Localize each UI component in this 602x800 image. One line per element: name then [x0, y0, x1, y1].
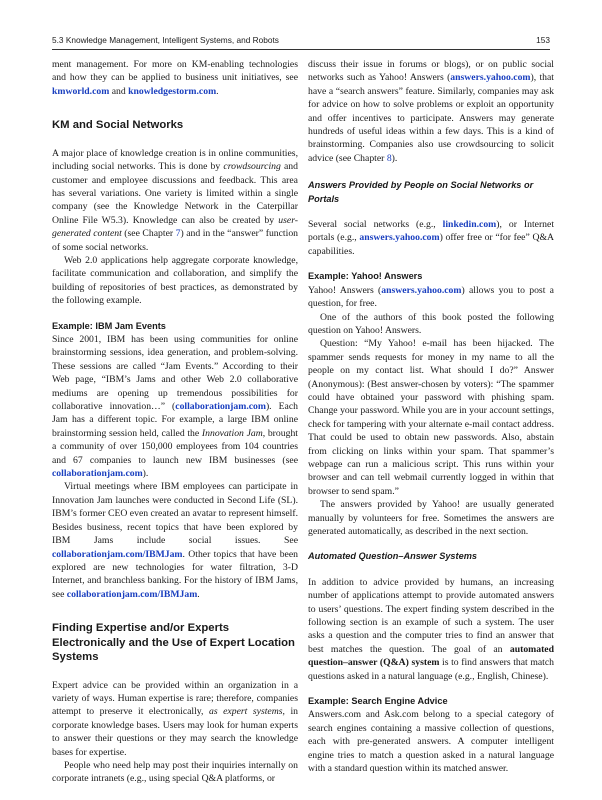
link-knowledgestorm[interactable]: knowledgestorm.com	[128, 85, 217, 97]
paragraph-automated-qa: In addition to advice provided by humans, an increasing number of applications attempt to provide automated answers to users’ questions. The expert finding system described in the following section is an example of such a system. The user asks a question and the computer tries to find an answer that best matches the question. The goal of an automated question–answer (Q&A) system is to find answers that match questions asked in a natural language (e.g., English, Chinese).	[308, 576, 554, 682]
paragraph-search-engine: Answers.com and Ask.com belong to a special category of search engines containing a massive collection of questions, each with pre-generated answers. A computer intelligent engine tries to match a question asked in a natural language with a standard question within its matched answer.	[308, 709, 554, 775]
link-collaborationjam-2[interactable]: collaborationjam.com	[52, 468, 143, 480]
heading-answers-social-networks: Answers Provided by People on Social Networks or Portals	[308, 180, 534, 204]
paragraph-ibm-2: Virtual meetings where IBM employees can participate in Innovation Jam launches were conducted in Second Life (SL). IBM’s former CEO even created an avatar to represent himself. Besides business, recent topics that have been explored by IBM Jams include social issues. See collaborationjam.com/IBMJam. Other topics that have been explored are new technologies for water filtration, 3-D Internet, and branchless banking. For the history of IBM Jams, see collaborationjam.com/IBMJam.	[52, 481, 298, 600]
link-answers-yahoo-2[interactable]: answers.yahoo.com	[359, 232, 440, 244]
link-chapter-8[interactable]: 8	[386, 152, 392, 164]
link-linkedin[interactable]: linkedin.com	[442, 219, 497, 231]
link-chapter-7[interactable]: 7	[175, 228, 181, 240]
running-header	[52, 33, 550, 50]
link-collaborationjam-ibmjam[interactable]: collaborationjam.com/IBMJam	[52, 548, 183, 560]
right-column	[308, 58, 554, 776]
heading-example-yahoo-answers: Example: Yahoo! Answers	[308, 271, 423, 282]
link-kmworld[interactable]: kmworld.com	[52, 85, 110, 97]
heading-finding-expertise: Finding Expertise and/or Experts Electronically and the Use of Expert Location Systems	[52, 622, 295, 664]
paragraph-km-1: A major place of knowledge creation is in online communities, including social networks. This is done by crowdsourcing and customer and employee discussions and feedback. This area has several variations. One variety is limited within a single company (see the Knowledge Network in the Caterpillar Online File W5.3). Knowledge can also be created by user-generated content (see Chapter 7) and in the “answer” function of some social networks.	[52, 147, 299, 253]
heading-automated-qa: Automated Question–Answer Systems	[308, 551, 477, 562]
heading-example-ibm-jam: Example: IBM Jam Events	[52, 320, 166, 331]
paragraph-yahoo-4: The answers provided by Yahoo! are usually generated manually by volunteers for free. Sometimes the answers are generated automatically, as described in the next section.	[308, 499, 554, 537]
paragraph-ibm-1: Since 2001, IBM has been using communities for online brainstorming sessions, idea generation, and problem-solving. These sessions are called “Jam Events.” According to their Web page, “IBM’s Jams and other Web 2.0 collaborative mediums are opening up tremendous possibilities for collaborative innovation…” (collaborationjam.com). Each Jam has a different topic. For example, a large IBM online brainstorming session held, called the Innovation Jam, brought a community of over 150,000 employees from 104 countries and 67 companies to launch new IBM businesses (see collaborationjam.com).	[52, 334, 298, 480]
term-automated-qa: automated question–answer (Q&A) system	[308, 643, 554, 669]
link-answers-yahoo-3[interactable]: answers.yahoo.com	[381, 284, 462, 296]
page-number: 153	[536, 35, 550, 45]
paragraph-km-2: Web 2.0 applications help aggregate corporate knowledge, facilitate communication and collaboration, and simplify the building of repositories of best practices, as demonstrated by the following example.	[52, 254, 298, 307]
paragraph-continued: discuss their issue in forums or blogs), or on public social networks such as Yahoo! Answers (answers.yahoo.com), that have a “search answers” feature. Similarly, companies may ask for advice on how to solve problems or exploit an opportunity and offer incentives to participate. Answers may generate hundreds of useful ideas within a few days. This is a kind of brainstorming. Companies also use crowdsourcing to solicit advice (see Chapter 8).	[308, 59, 554, 164]
header-section-title: 5.3 Knowledge Management, Intelligent Systems, and Robots	[52, 35, 279, 45]
paragraph-yahoo-3: Question: “My Yahoo! e-mail has been hijacked. The spammer sends requests for money in my name to all the people on my contact list. What should I do?” Answer (Anonymous): (Best answer-chosen by voters): “The spammer could have obtained your password with phishing spam. Change your password. While you are in your account settings, check for tampering with your alternate e-mail contact address. That could be used to obtain new passwords. Also, abstain from clicking on links within your spam. That spammer’s webpage can run a malicious script. This runs within your browser and can tell webmail currently logged in within that browser to send spam.”	[308, 338, 554, 497]
link-collaborationjam-ibmjam-2[interactable]: collaborationjam.com/IBMJam	[66, 588, 198, 600]
paragraph-experts-2: People who need help may post their inquiries internally on corporate intranets (e.g., using special Q&A platforms, or	[52, 760, 298, 785]
link-answers-yahoo[interactable]: answers.yahoo.com	[450, 72, 531, 84]
paragraph-yahoo-1: Yahoo! Answers (answers.yahoo.com) allows you to post a question, for free.	[308, 284, 554, 310]
heading-example-search-engine: Example: Search Engine Advice	[308, 696, 448, 707]
paragraph-intro: ment management. For more on KM-enabling technologies and how they can be applied to business unit initiatives, see kmworld.com and knowledgestorm.com.	[52, 59, 298, 97]
paragraph-experts-1: Expert advice can be provided within an organization in a variety of ways. Human expertise is rare; therefore, companies attempt to preserve it electronically, as expert systems, in corporate knowledge bases. Users may look for human experts to answer their questions or they may search the knowledge bases for expertise.	[52, 679, 298, 758]
link-collaborationjam[interactable]: collaborationjam.com	[175, 401, 266, 413]
left-column	[52, 58, 298, 786]
heading-km-social-networks: KM and Social Networks	[52, 119, 184, 132]
paragraph-yahoo-2: One of the authors of this book posted the following question on Yahoo! Answers.	[308, 311, 554, 336]
paragraph-answers: Several social networks (e.g., linkedin.com), or Internet portals (e.g., answers.yahoo.com) offer free or “for fee” Q&A capabilities.	[308, 219, 555, 257]
